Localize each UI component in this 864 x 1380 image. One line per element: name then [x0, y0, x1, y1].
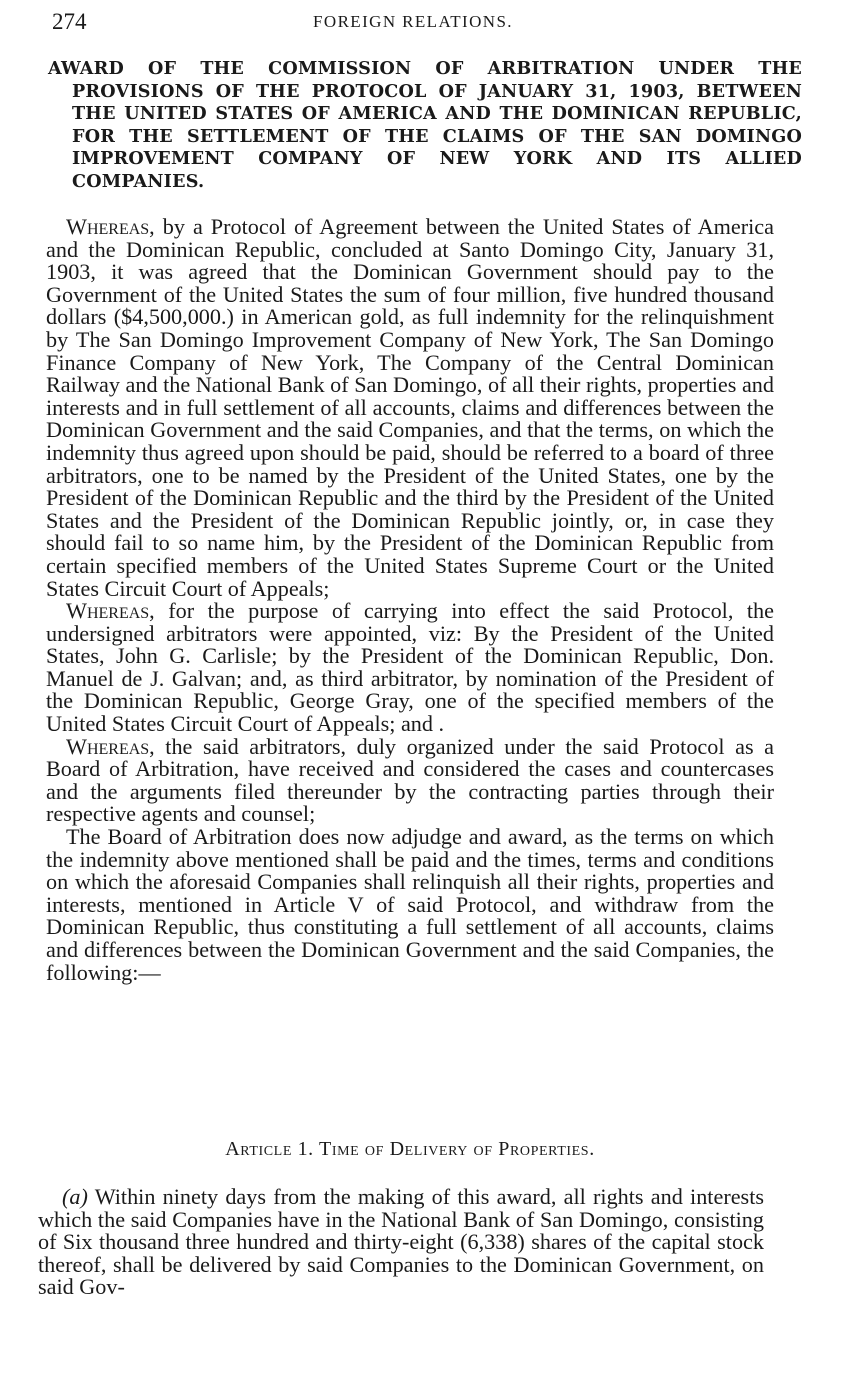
paragraph-text: for the purpose of carrying into effect the said Protocol, the undersigned arbitrators were appointed, viz: By the President of the United States, John G. Carlisle; by the President of the Dominican Republic, Don. Manuel de J. Galvan; and, as third arbitrator, by nomination of the President of the Dominican Republic, George Gray, one of the specified members of the United States Circuit Court of Appeals; and .	[46, 598, 774, 737]
whereas-paragraph-2	[46, 600, 774, 736]
page-number: 274	[52, 9, 87, 34]
paragraph-lead: Whereas,	[66, 733, 155, 759]
running-title: FOREIGN RELATIONS.	[313, 12, 513, 31]
paragraph-text: by a Protocol of Agreement between the United States of America and the Dominican Republic, concluded at Santo Domingo City, January 31, 1903, it was agreed that the Dominican Government should pay to the Government of the United States the sum of four million, five hundred thousand dollars ($4,500,000.) in American gold, as full indemnity for the relinquishment by The San Domingo Improvement Company of New York, The San Domingo Finance Company of New York, The Company of the Central Dominican Railway and the National Bank of San Domingo, of all their rights, properties and interests and in full settlement of all accounts, claims and differences between the Dominican Government and the said Companies, and that the terms, on which the indemnity thus agreed upon should be paid, should be referred to a board of three arbitrators, one to be named by the President of the United States, one by the President of the Dominican Republic and the third by the President of the United States and the President of the Dominican Republic jointly, or, in case they should fail to so name him, by the President of the Dominican Republic from certain specified members of the United States Supreme Court or the United States Circuit Court of Appeals;	[46, 214, 774, 601]
paragraph-lead: Whereas,	[66, 598, 155, 624]
whereas-paragraph-1	[46, 216, 774, 600]
clause-label: (a)	[62, 1184, 88, 1209]
article-clause-a	[38, 1186, 764, 1299]
paragraph-lead: Whereas,	[66, 214, 155, 239]
running-head	[52, 9, 774, 39]
award-heading: AWARD OF THE COMMISSION OF ARBITRATION UNDER THE PROVISIONS OF THE PROTOCOL OF JANUARY 31, 1903, BETWEEN THE UNITED STATES OF AMERICA AND THE DOMINICAN REPUBLIC, FOR THE SETTLEMENT OF THE CLAIMS OF THE SAN DOMINGO IMPROVEMENT COMPANY OF NEW YORK AND ITS ALLIED COMPANIES.	[48, 58, 802, 192]
paragraph-text: The Board of Arbitration does now adjudge and award, as the terms on which the indemnity above mentioned shall be paid and the times, terms and conditions on which the aforesaid Companies shall relinquish all their rights, properties and interests, mentioned in Article V of said Protocol, and withdraw from the Dominican Republic, thus constituting a full settlement of all accounts, claims and differences between the Dominican Government and the said Companies, the following:—	[46, 824, 774, 985]
article-title: Article 1. Time of Delivery of Properties.	[225, 1138, 595, 1160]
clause-text: Within ninety days from the making of this award, all rights and interests which the said Companies have in the National Bank of San Domingo, consisting of Six thousand three hundred and thirty-eight (6,338) shares of the capital stock thereof, shall be delivered by said Companies to the Dominican Government, on said Gov-	[38, 1184, 764, 1300]
paragraph-text: the said arbitrators, duly organized under the said Protocol as a Board of Arbitration, have received and considered the cases and countercases and the arguments filed thereunder by the contracting parties through their respective agents and counsel;	[46, 733, 774, 827]
whereas-paragraph-3	[46, 733, 774, 827]
award-paragraph	[46, 826, 774, 984]
award-body	[46, 216, 774, 984]
article-body	[38, 1186, 764, 1299]
